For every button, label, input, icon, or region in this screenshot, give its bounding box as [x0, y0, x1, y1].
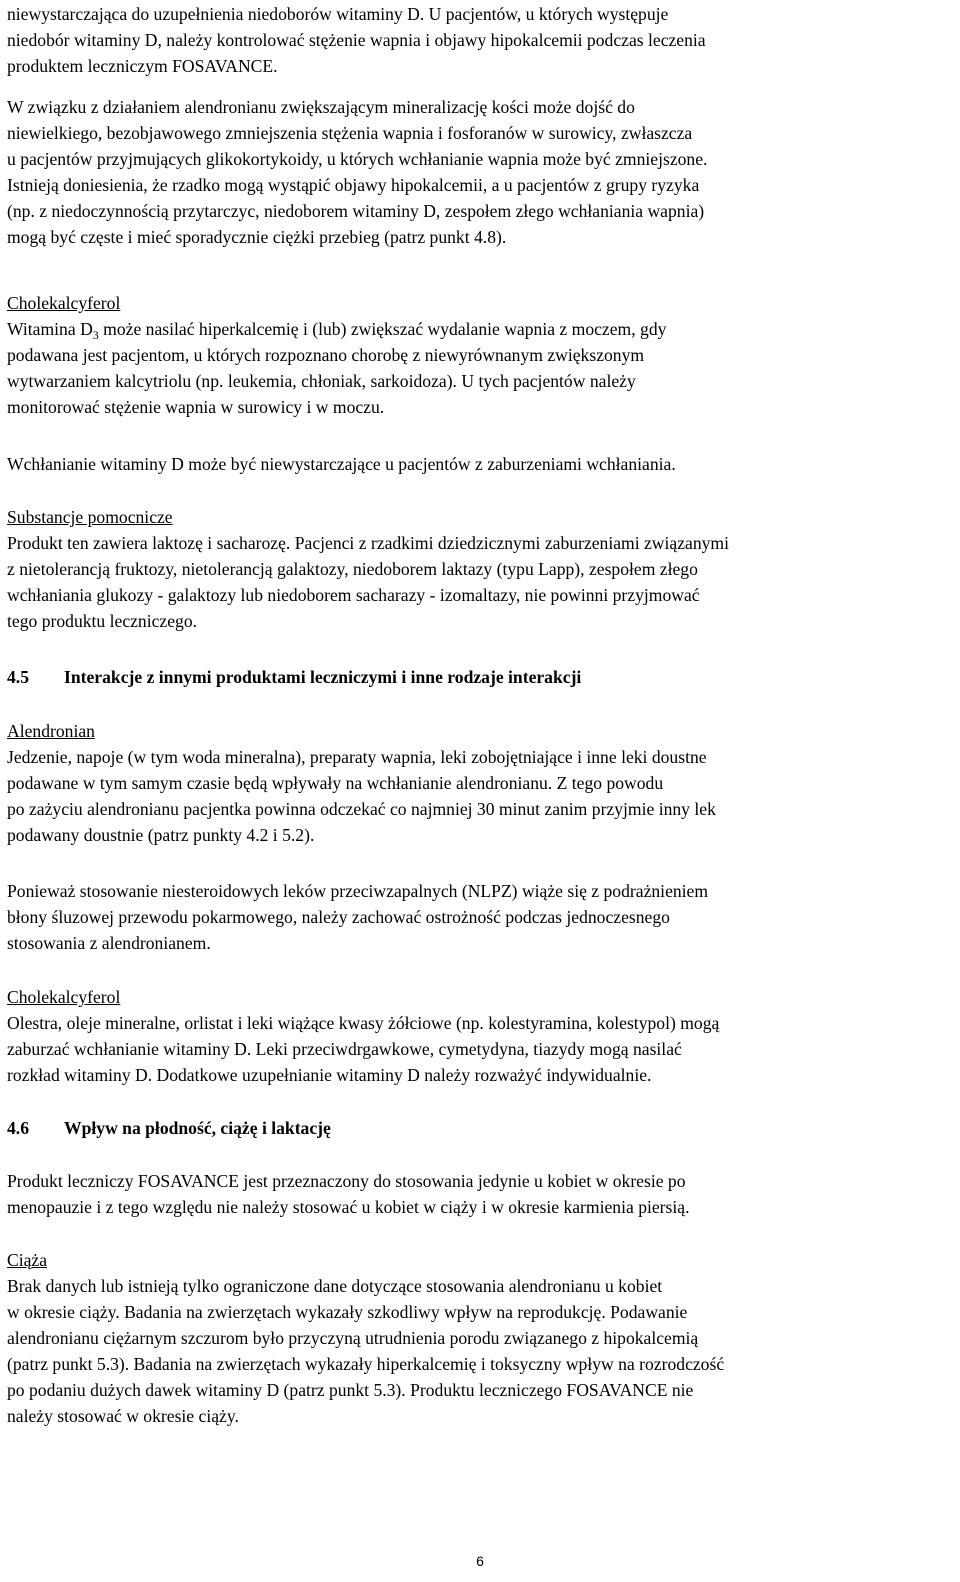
cholecalciferol-heading-2: Cholekalcyferol	[7, 987, 121, 1007]
cholecalciferol-warning: Cholekalcyferol Witamina $D_3$ może nasilać hiperkalcemię i (lub) zwiększać wydalanie wapnia z moczem, gdy podawana jest pacjentom, u których rozpoznano chorobę z niewyrównanym zwiększonym wytwarzaniem kalcytriolu (np. leukemia, chłoniak, sarkoidoza). U tych pacjentów należy monitorować stężenie wapnia w surowicy i w moczu.	[7, 293, 667, 417]
nsaid-paragraph: Ponieważ stosowanie niesteroidowych leków przeciwzapalnych (NLPZ) wiąże się z podrażnieniem błony śluzowej przewodu pokarmowego, należy zachować ostrożność podczas jednoczesnego stosowania z alendronianem.	[7, 881, 709, 953]
cholecalciferol-heading: Cholekalcyferol	[7, 293, 121, 313]
absorption-note: Wchłanianie witaminy D może być niewystarczające u pacjentów z zaburzeniami wchłaniania.	[7, 454, 676, 474]
postmenopause-paragraph: Produkt leczniczy FOSAVANCE jest przeznaczony do stosowania jedynie u kobiet w okresie po menopauzie i z tego względu nie należy stosować u kobiet w ciąży i w okresie karmienia piersią.	[7, 1171, 690, 1217]
pregnancy-paragraph: Ciąża Brak danych lub istnieją tylko ograniczone dane dotyczące stosowania alendronianu u kobiet w okresie ciąży. Badania na zwierzętach wykazały szkodliwy wpływ na reprodukcję. Podawanie alendronianu ciężarnym szczurom było przyczyną utrudnienia porodu związanego z hipokalcemią (patrz punkt 5.3). Badania na zwierzętach wykazały hiperkalcemię i toksyczny wpływ na rozrodczość po podaniu dużych dawek witaminy D (patrz punkt 5.3). Produktu leczniczego FOSAVANCE nie należy stosować w okresie ciąży.	[7, 1250, 725, 1426]
pregnancy-heading: Ciąża	[7, 1250, 48, 1270]
section-number: 4.6	[7, 1118, 29, 1138]
continuation-paragraph: niewystarczająca do uzupełnienia niedoborów witaminy D. U pacjentów, u których występuje niedobór witaminy D, należy kontrolować stężenie wapnia i objawy hipokalcemii podczas leczenia produktem leczniczym FOSAVANCE.	[7, 4, 706, 76]
alendronate-mineralization-paragraph: W związku z działaniem alendronianu zwiększającym mineralizację kości może dojść do niewielkiego, bezobjawowego zmniejszenia stężenia wapnia i fosforanów w surowicy, zwłaszcza u pacjentów przyjmujących glikokortykoidy, u których wchłanianie wapnia może być zmniejszone. Istnieją doniesienia, że rzadko mogą wystąpić objawy hipokalcemii, a u pacjentów z grupy ryzyka (np. z niedoczynnością przytarczyc, niedoborem witaminy D, zespołem złego wchłaniania wapnia) mogą być częste i mieć sporadycznie ciężki przebieg (patrz punkt 4.8).	[7, 97, 708, 247]
alendronate-interactions-paragraph: Alendronian Jedzenie, napoje (w tym woda mineralna), preparaty wapnia, leki zobojętniające i inne leki doustne podawane w tym samym czasie będą wpływały na wchłanianie alendronianu. Z tego powodu po zażyciu alendronianu pacjentka powinna odczekać co najmniej 30 minut zanim przyjmie inny lek podawany doustnie (patrz punkty 4.2 i 5.2).	[7, 721, 716, 845]
section-4-6-heading	[7, 1115, 331, 1141]
cholecalciferol-interactions-paragraph: Cholekalcyferol Olestra, oleje mineralne, orlistat i leki wiążące kwasy żółciowe (np. kolestyramina, kolestypol) mogą zaburzać wchłanianie witaminy D. Leki przeciwdrgawkowe, cymetydyna, tiazydy mogą nasilać rozkład witaminy D. Dodatkowe uzupełnianie witaminy D należy rozważyć indywidualnie.	[7, 987, 720, 1085]
excipients-paragraph: Substancje pomocnicze Produkt ten zawiera laktozę i sacharozę. Pacjenci z rzadkimi dziedzicznymi zaburzeniami związanymi z nietolerancją fruktozy, nietolerancją galaktozy, niedoborem laktazy (typu Lapp), zespołem złego wchłaniania glukozy - galaktozy lub niedoborem sacharazy - izomaltazy, nie powinni przyjmować tego produktu leczniczego.	[7, 507, 729, 631]
page-number: 6	[476, 1553, 484, 1569]
section-number: 4.5	[7, 667, 29, 687]
section-title: Wpływ na płodność, ciążę i laktację	[64, 1118, 331, 1138]
excipients-heading: Substancje pomocnicze	[7, 507, 173, 527]
section-4-5-heading	[7, 664, 581, 690]
section-title: Interakcje z innymi produktami leczniczymi i inne rodzaje interakcji	[64, 667, 582, 687]
alendronate-heading: Alendronian	[7, 721, 95, 741]
